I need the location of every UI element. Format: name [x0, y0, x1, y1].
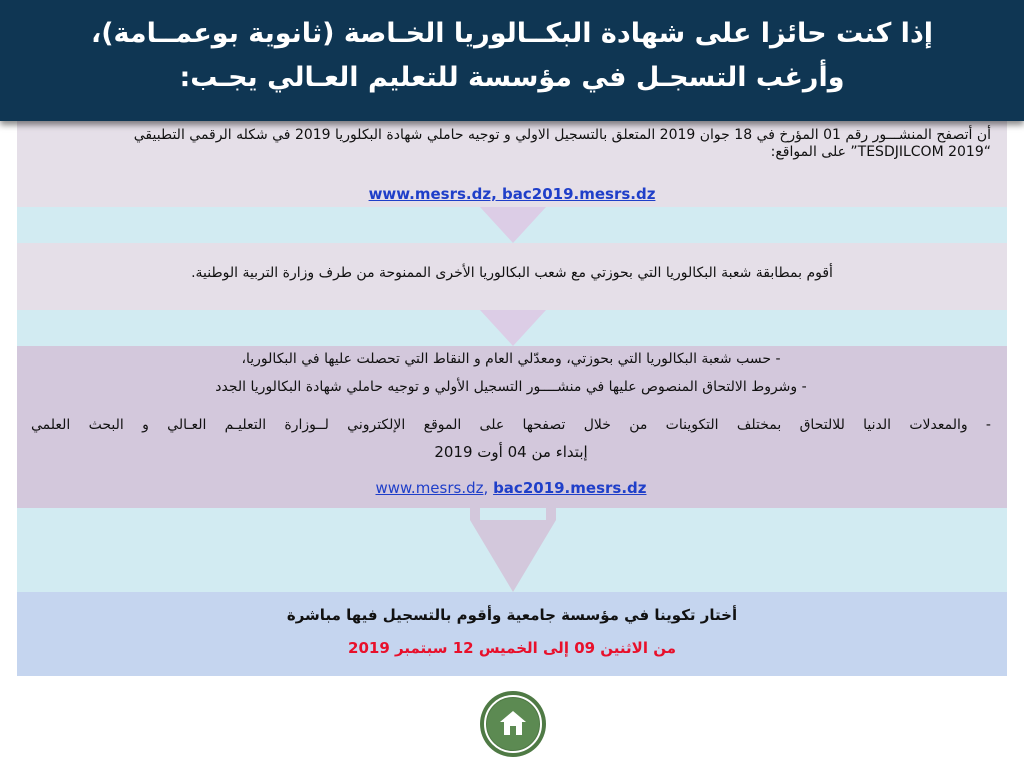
step-2-text: أقوم بمطابقة شعبة البكالوريا التي بحوزتي مع شعب البكالوريا الأخرى الممنوحة من طرف وزارة التربية الوطنية.: [191, 265, 833, 281]
down-arrow-2: [480, 310, 546, 346]
down-arrow-3: [470, 508, 556, 592]
step-4-box: [17, 592, 1007, 676]
step-1-text: أن أتصفح المنشـــور رقم 01 المؤرخ في 18 جوان 2019 المتعلق بالتسجيل الاولي و توجيه حاملي شهادة البكلوريا 2019 في شكله الرقمي التطبيقي “TESDJILCOM 2019” على المواقع:: [133, 127, 991, 160]
step-3-line-1: - حسب شعبة البكالوريا التي بحوزتي، ومعدّلي العام و النقاط التي تحصلت عليها في البكالوريا،: [241, 351, 781, 367]
down-arrow-1: [480, 207, 546, 243]
header-line-1: إذا كنت حائزا على شهادة البكــالوريا الخـاصة (ثانوية بوعمــامة)،: [90, 18, 934, 49]
header-line-2: وأرغب التسجـل في مؤسسة للتعليم العـالي يجـب:: [179, 62, 845, 93]
step-2-box: [17, 243, 1007, 310]
step-1-box: [17, 121, 1007, 207]
slide-header: [0, 0, 1024, 121]
step-3-line-3: - والمعدلات الدنيا للالتحاق بمختلف التكوينات من خلال تصفحها على الموقع الإلكتروني لــوزارة التعليـم العـالي و البحث العلمي: [31, 417, 991, 433]
link-separator: ,: [483, 479, 489, 497]
mesrs-link[interactable]: www.mesrs.dz: [375, 479, 484, 497]
home-button[interactable]: [478, 689, 548, 759]
step-3-line-2: - وشروط الالتحاق المنصوص عليها في منشــــور التسجيل الأولي و توجيه حاملي شهادة البكالوريا الجدد: [215, 379, 807, 395]
step-3-links: [31, 480, 991, 497]
step-4-title: أختار تكوينا في مؤسسة جامعية وأقوم بالتسجيل فيها مباشرة: [286, 606, 738, 624]
step-3-box: [17, 346, 1007, 508]
bac2019-link[interactable]: bac2019.mesrs.dz: [493, 479, 647, 497]
step-4-dates: من الاثنين 09 إلى الخميس 12 سبتمبر 2019: [348, 639, 676, 657]
step-3-date: إبتداء من 04 أوت 2019: [434, 443, 588, 461]
home-icon: [478, 689, 548, 759]
step-1-links[interactable]: www.mesrs.dz, bac2019.mesrs.dz: [368, 185, 656, 203]
